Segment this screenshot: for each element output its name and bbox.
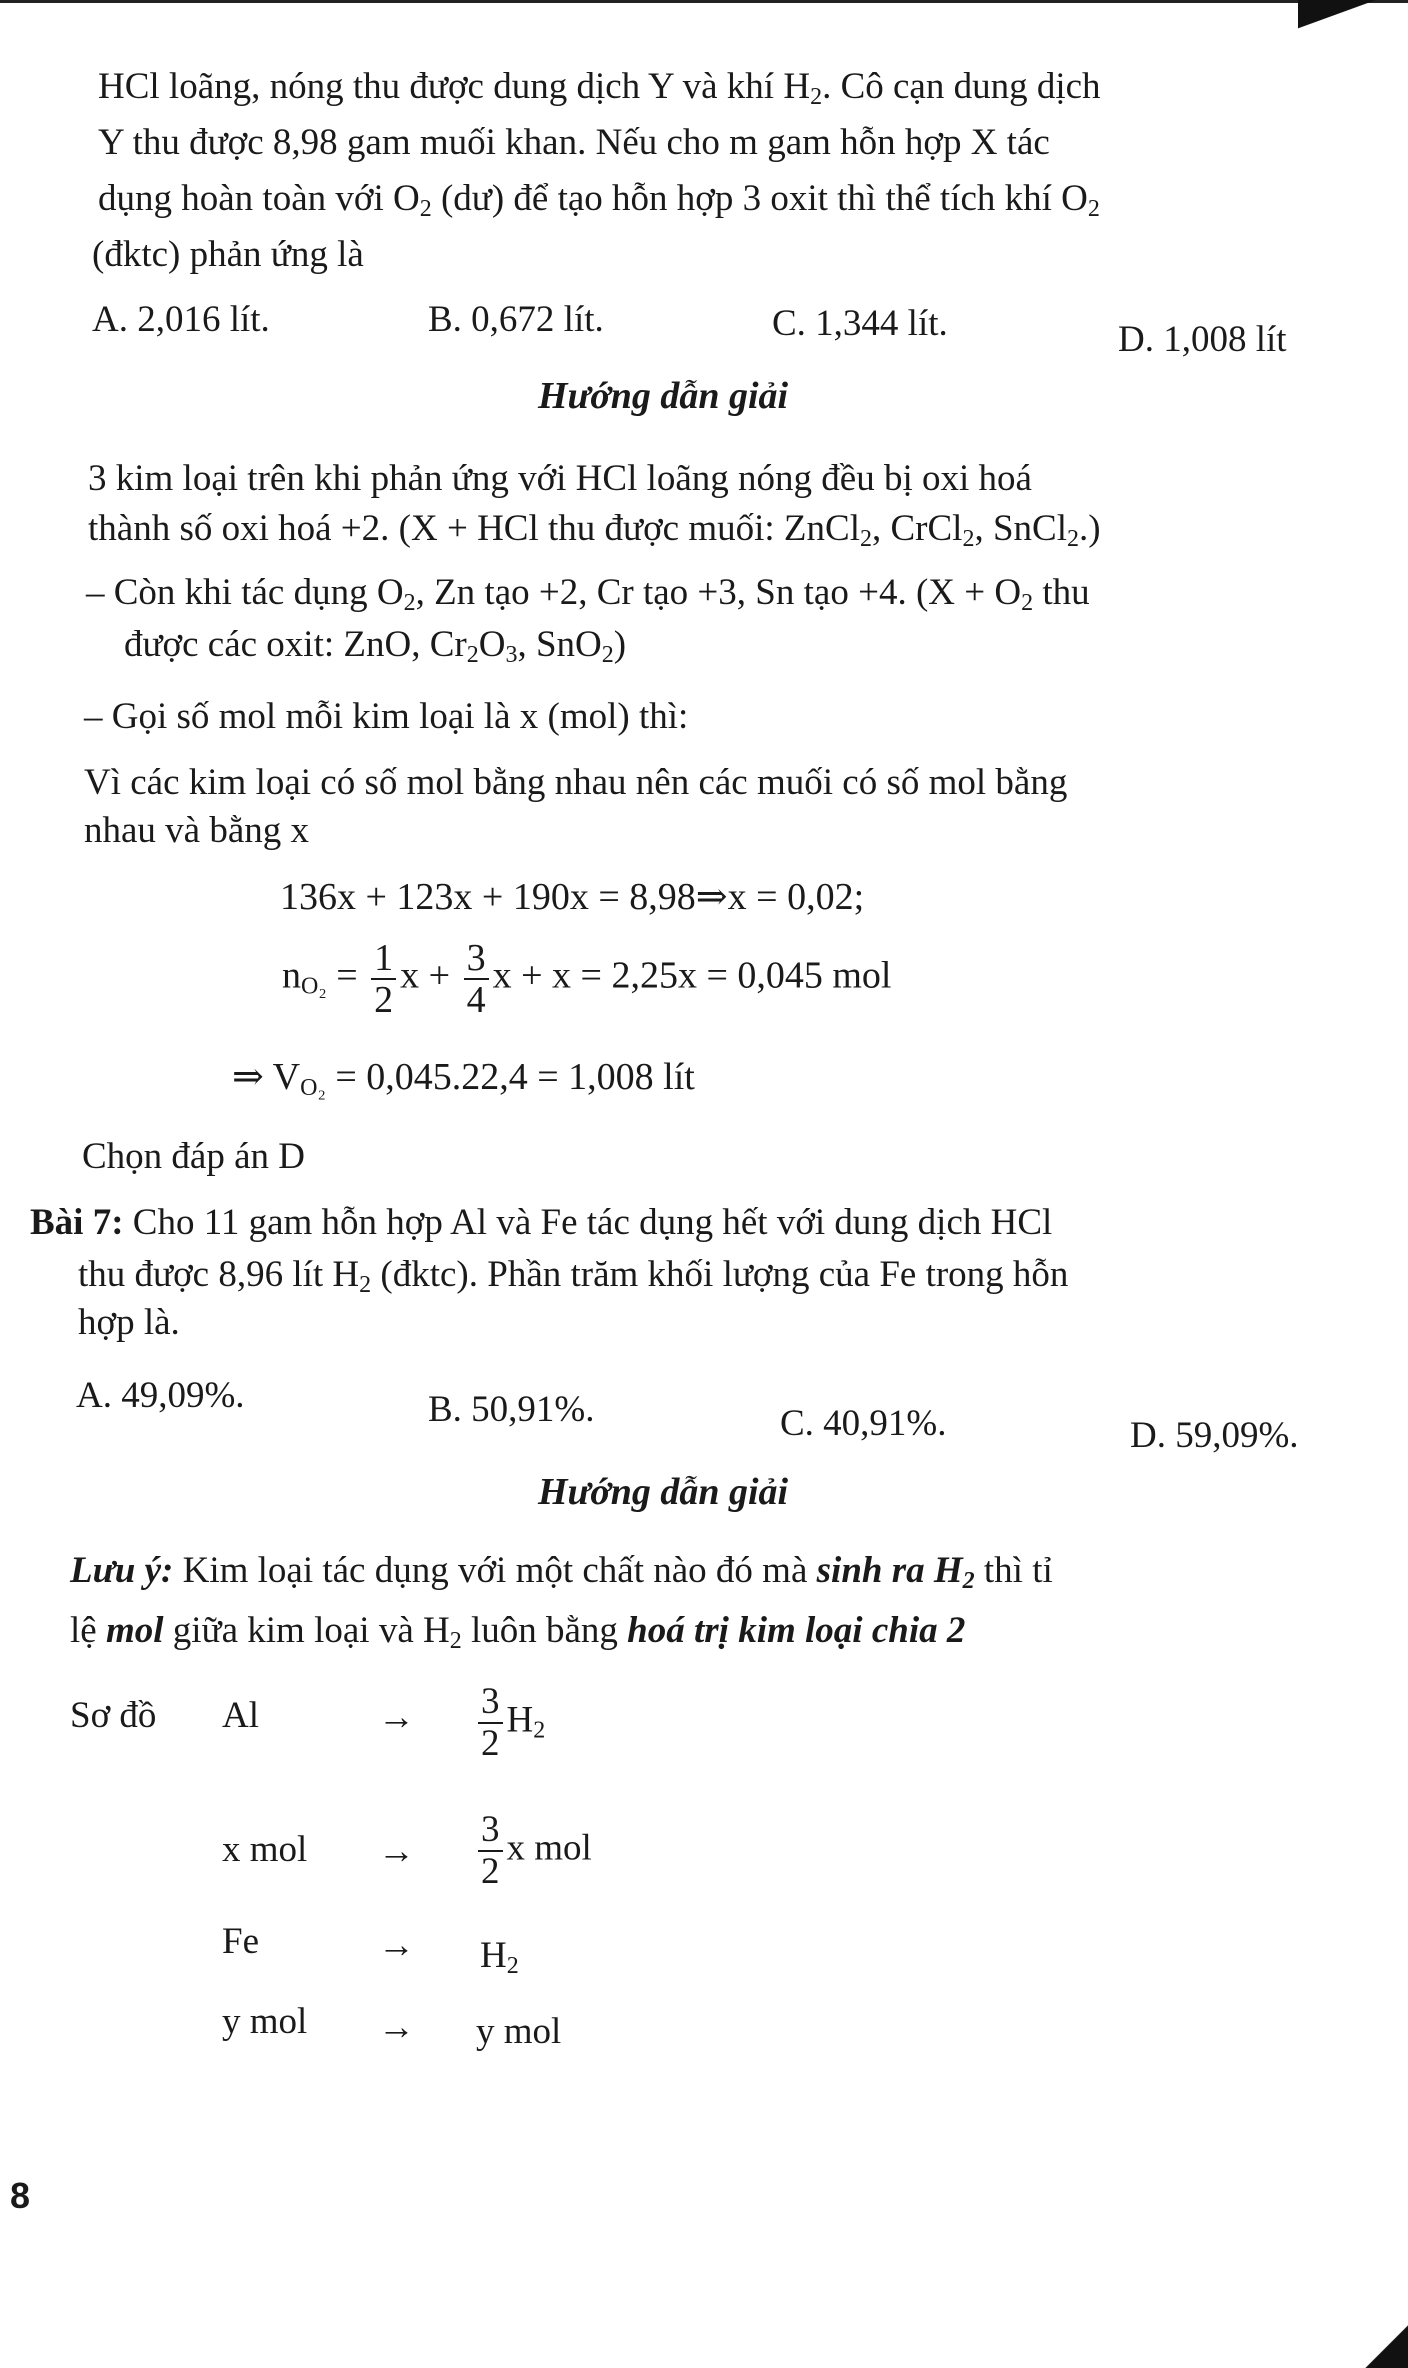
page-number: 8 [10, 2175, 31, 2216]
fraction-three-quarters: $\frac{3}{4}$ [464, 938, 489, 1020]
solution6-p1-line2: thành số oxi hoá +2. (X + HCl thu được muối: ZnCl$_2$, CrCl$_2$, SnCl$_2$.) [88, 508, 1101, 552]
fraction-three-halves: $\frac{3}{2}$ [478, 1682, 503, 1764]
solution6-p3: – Gọi số mol mỗi kim loại là x (mol) thì: [84, 696, 689, 737]
solution6-p2-line2: được các oxit: ZnO, $Cr_2O_3$, SnO$_2$) [124, 624, 627, 668]
fraction-three-halves-2: $\frac{3}{2}$ [478, 1810, 503, 1892]
equation-oxygen-moles: $n_{O_2}$ = $\frac{1}{2}$ x + $\frac{3}{4}$ x + x = 2,25x = 0,045 mol [282, 937, 892, 1021]
problem6-option-d: D. 1,008 lít [1118, 319, 1287, 360]
problem6-line3: dụng hoàn toàn với $O_2$ (dư) để tạo hỗn hợp 3 oxit thì thể tích khí $O_2$ [98, 178, 1100, 222]
scheme-row2-right: $\frac{3}{2}$ x mol [474, 1810, 592, 1892]
problem6-line4: (đktc) phản ứng là [92, 234, 364, 275]
scheme-row3-left: Fe [222, 1921, 259, 1962]
scheme-row1-left: Al [222, 1695, 259, 1736]
solution6-p1-line1: 3 kim loại trên khi phản ứng với HCl loãng nóng đều bị oxi hoá [88, 458, 1032, 499]
scheme-row2-arrow: → [378, 1831, 415, 1872]
scheme-row4-left: y mol [222, 2001, 308, 2042]
problem7-line3: hợp là. [78, 1302, 180, 1343]
page-corner-shadow [1298, 0, 1408, 30]
solution6-answer: Chọn đáp án D [82, 1136, 305, 1177]
problem7-option-a: A. 49,09%. [76, 1375, 245, 1416]
problem7-option-c: C. 40,91%. [780, 1403, 947, 1444]
problem7-option-b: B. 50,91%. [428, 1389, 595, 1430]
solution7-heading: Hướng dẫn giải [538, 1471, 789, 1513]
problem6-line1: HCl loãng, nóng thu được dung dịch Y và khí $H_2$. Cô cạn dung dịch [98, 66, 1101, 110]
problem6-option-b: B. 0,672 lít. [428, 299, 604, 340]
problem7-line1: Bài 7: Cho 11 gam hỗn hợp Al và Fe tác dụng hết với dung dịch HCl [30, 1202, 1053, 1243]
scheme-row1-right: $\frac{3}{2}$ $H_2$ [474, 1682, 545, 1764]
top-border [0, 0, 1408, 3]
problem7-line2: thu được 8,96 lít $H_2$ (đktc). Phần trăm khối lượng của Fe trong hỗn [78, 1254, 1069, 1298]
solution7-note-line1: Lưu ý: Kim loại tác dụng với một chất nào đó mà sinh ra $H_2$ thì tỉ [70, 1550, 1053, 1594]
fraction-one-half: $\frac{1}{2}$ [371, 938, 396, 1020]
scheme-row2-left: x mol [222, 1829, 308, 1870]
equation-mass-sum: 136x + 123x + 190x = 8,98⇒x = 0,02; [280, 876, 865, 918]
problem6-option-c: C. 1,344 lít. [772, 303, 948, 344]
equation-oxygen-volume: ⇒ $V_{O_2} = 0,045.22,4 = 1,008$ lít [232, 1056, 695, 1101]
page-corner-shadow-bottom [1348, 2308, 1408, 2368]
solution7-note-line2: lệ mol giữa kim loại và $H_2$ luôn bằng hoá trị kim loại chia 2 [70, 1610, 966, 1654]
problem7-label: Bài 7: [30, 1202, 124, 1243]
scheme-row3-right: $H_2$ [480, 1935, 519, 1979]
problem6-option-a: A. 2,016 lít. [92, 299, 270, 340]
problem6-line2: Y thu được 8,98 gam muối khan. Nếu cho m gam hỗn hợp X tác [98, 122, 1050, 163]
scheme-label: Sơ đồ [70, 1695, 157, 1736]
solution6-p4-line2: nhau và bằng x [84, 810, 310, 851]
problem7-option-d: D. 59,09%. [1130, 1415, 1299, 1456]
solution6-p4-line1: Vì các kim loại có số mol bằng nhau nên các muối có số mol bằng [84, 762, 1068, 803]
scheme-row4-right: y mol [476, 2011, 562, 2052]
scheme-row4-arrow: → [378, 2007, 415, 2048]
scheme-row3-arrow: → [378, 1925, 415, 1966]
scheme-row1-arrow: → [378, 1697, 415, 1738]
solution6-heading: Hướng dẫn giải [538, 375, 789, 417]
solution6-p2-line1: – Còn khi tác dụng $O_2$, Zn tạo +2, Cr tạo +3, Sn tạo +4. ($X + O_2$ thu [86, 572, 1090, 616]
